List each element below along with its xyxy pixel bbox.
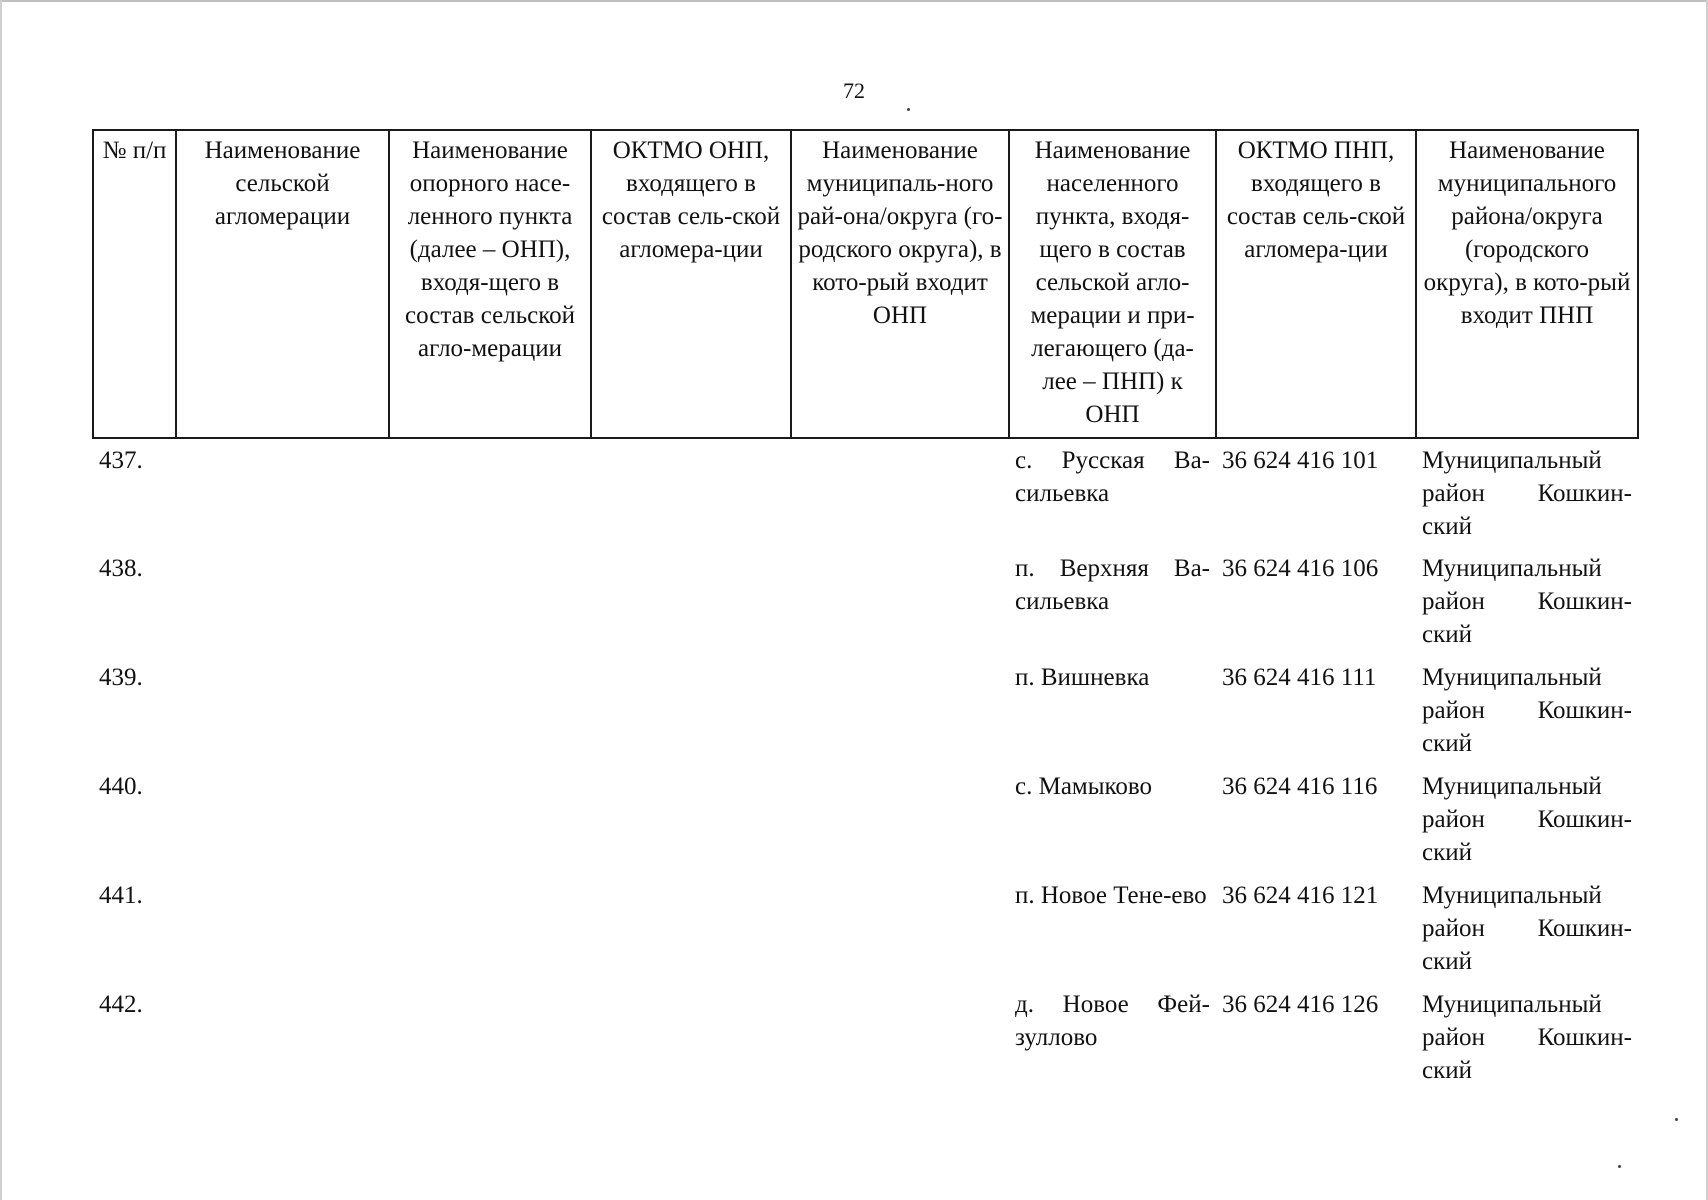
row-oktmo-onp [591,547,791,656]
row-pnp: с. Мамыково [1015,773,1153,800]
row-onp [389,765,591,874]
row-oktmo-onp [591,983,791,1092]
row-onp [389,983,591,1092]
header-oktmo-onp: ОКТМО ОНП, входящего в состав сель-ской агломера-ции [591,130,791,438]
header-oktmo-pnp: ОКТМО ПНП, входящего в состав сель-ской агломера-ции [1216,130,1416,438]
row-district-onp [791,547,1009,656]
row-oktmo-pnp: 36 624 416 101 [1222,447,1379,474]
row-agglomeration [176,765,389,874]
row-district-pnp: Муниципальный район Кошкин-ский [1422,447,1632,540]
header-number: № п/п [93,130,176,438]
row-pnp: п. Вишневка [1015,664,1150,691]
row-district-pnp: Муниципальный район Кошкин-ский [1422,555,1632,648]
row-district-pnp: Муниципальный район Кошкин-ский [1422,773,1632,866]
table-row [93,438,1638,547]
row-number: 440. [99,773,143,800]
row-district-onp [791,656,1009,765]
scan-speck [1618,1165,1621,1168]
row-pnp: с. Русская Ва-сильевка [1015,447,1210,507]
row-number: 442. [99,991,143,1018]
row-district-pnp: Муниципальный район Кошкин-ский [1422,664,1632,757]
table-row [93,656,1638,765]
table-header-row [93,130,1638,438]
header-district-pnp: Наименование муниципального района/округа (городского округа), в кото-рый входит ПНП [1416,130,1638,438]
document-sheet [92,129,1637,1092]
row-onp [389,438,591,547]
row-oktmo-pnp: 36 624 416 106 [1222,555,1379,582]
row-onp [389,656,591,765]
row-district-onp [791,438,1009,547]
row-district-onp [791,983,1009,1092]
header-onp-name: Наименование опорного насе-ленного пункта (далее – ОНП), входя-щего в состав сельской агло-мерации [389,130,591,438]
header-pnp-name: Наименование населенного пункта, входя-щего в состав сельской агло-мерации и при-легающего (да-лее – ПНП) к ОНП [1009,130,1216,438]
table-row [93,874,1638,983]
table-row [93,983,1638,1092]
row-oktmo-pnp: 36 624 416 111 [1222,664,1377,691]
scan-speck [907,108,910,111]
row-oktmo-pnp: 36 624 416 126 [1222,991,1379,1018]
row-district-pnp: Муниципальный район Кошкин-ский [1422,882,1632,975]
page-number: 72 [843,78,865,103]
row-oktmo-onp [591,765,791,874]
row-agglomeration [176,438,389,547]
table-row [93,547,1638,656]
row-oktmo-pnp: 36 624 416 116 [1222,773,1378,800]
row-oktmo-onp [591,438,791,547]
row-pnp: п. Новое Тене-ево [1015,882,1207,909]
row-pnp: д. Новое Фей-зуллово [1015,991,1210,1051]
row-oktmo-onp [591,656,791,765]
row-number: 437. [99,447,143,474]
row-agglomeration [176,983,389,1092]
row-district-pnp: Муниципальный район Кошкин-ский [1422,991,1632,1084]
row-agglomeration [176,547,389,656]
row-agglomeration [176,656,389,765]
row-onp [389,874,591,983]
row-onp [389,547,591,656]
header-agglomeration-name: Наименование сельской агломерации [176,130,389,438]
agglomeration-table [92,129,1639,1092]
header-district-onp: Наименование муниципаль-ного рай-она/округа (го-родского округа), в кото-рый входит ОНП [791,130,1009,438]
row-agglomeration [176,874,389,983]
row-number: 441. [99,882,143,909]
scan-speck [1675,1118,1678,1121]
row-pnp: п. Верхняя Ва-сильевка [1015,555,1210,615]
row-number: 438. [99,555,143,582]
table-row [93,765,1638,874]
row-district-onp [791,765,1009,874]
row-oktmo-pnp: 36 624 416 121 [1222,882,1379,909]
row-number: 439. [99,664,143,691]
row-district-onp [791,874,1009,983]
row-oktmo-onp [591,874,791,983]
scan-edge-left [0,0,2,1200]
scan-edge-top [0,0,1708,2]
